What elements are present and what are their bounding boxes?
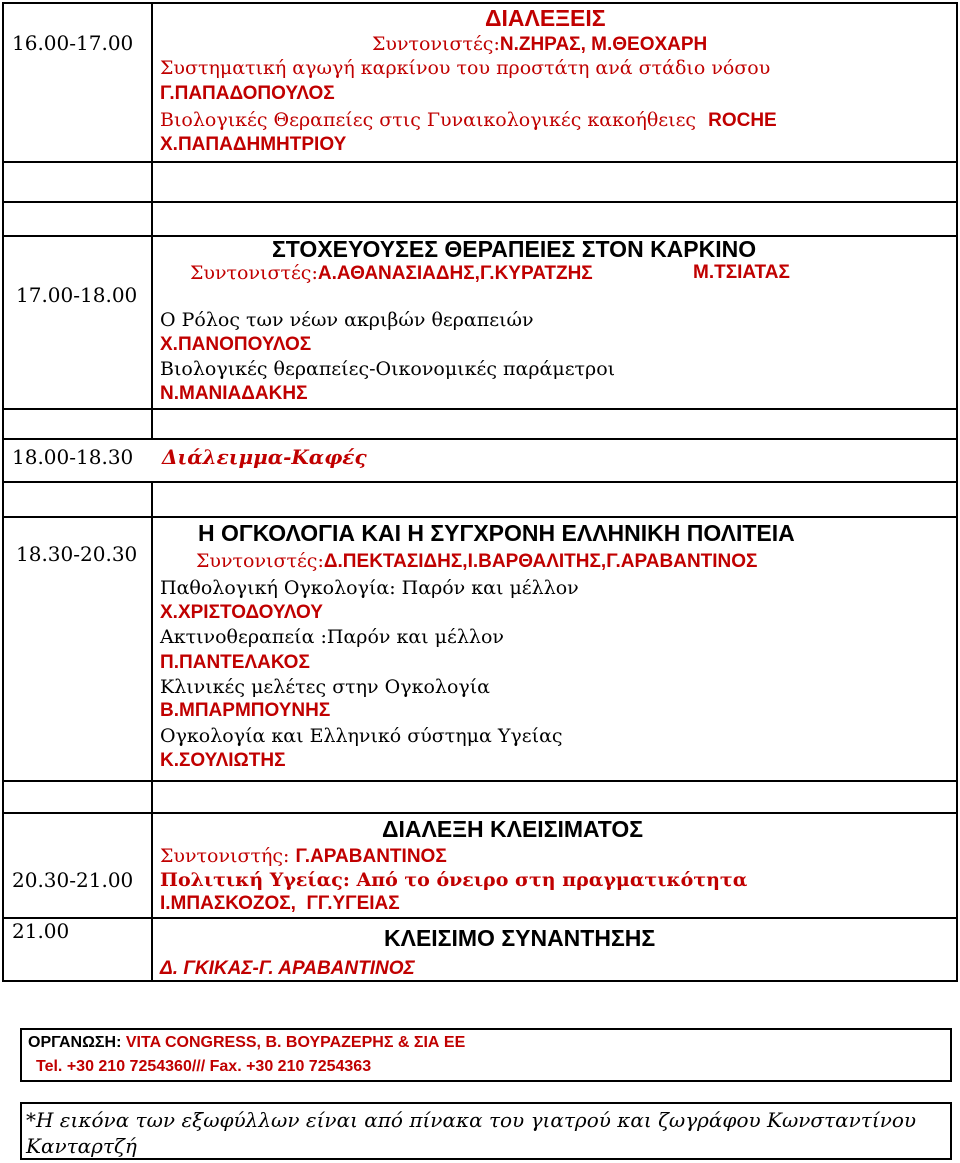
session1-coordinators [372,34,707,56]
session3-talk3-title: Κλινικές μελέτες στην Ογκολογία [160,676,491,698]
row-divider [4,201,956,203]
session1-talk2-sponsor: ROCHE [708,110,777,131]
session1-coordinators-names: Ν.ΖΗΡΑΣ, Μ.ΘΕΟΧΑΡΗ [499,34,708,55]
session2-coordinators-label: Συντονιστές: [190,262,318,284]
column-divider [151,481,153,917]
session3-title: Η ΟΓΚΟΛΟΓΙΑ ΚΑΙ Η ΣΥΓΧΡΟΝΗ ΕΛΛΗΝΙΚΗ ΠΟΛΙΤΕΙΑ [198,520,795,546]
session1-coordinators-label: Συντονιστές: [372,33,500,55]
session4-coordinator [160,846,447,868]
session3-coordinators-label: Συντονιστές: [196,550,324,572]
session1-talk2-speaker: Χ.ΠΑΠΑΔΗΜΗΤΡΙΟΥ [160,134,347,155]
closing-time: 21.00 [12,919,70,943]
session1-talk2-title: Βιολογικές Θεραπείες στις Γυναικολογικές κακοήθειες [160,109,697,131]
row-divider [4,812,956,814]
session3-time: 18.30-20.30 [16,542,138,566]
organization-name: VITA CONGRESS, Β. ΒΟΥΡΑΖΕΡΗΣ & ΣΙΑ ΕΕ [125,1034,466,1051]
session3-talk4-speaker: Κ.ΣΟΥΛΙΩΤΗΣ [160,750,286,771]
session4-title: ΔΙΑΛΕΞΗ ΚΛΕΙΣΙΜΑΤΟΣ [382,816,644,842]
row-divider [4,780,956,782]
session2-talk1-speaker: Χ.ΠΑΝΟΠΟΥΛΟΣ [160,334,312,355]
note-line1: *Η εικόνα των εξωφύλλων είναι από πίνακα του γιατρού και ζωγράφου Κωνσταντίνου [26,1108,917,1132]
session3-talk2-speaker: Π.ΠΑΝΤΕΛΑΚΟΣ [160,652,310,673]
note-box [20,1102,952,1160]
row-divider [4,516,956,518]
session2-coordinators [190,263,593,285]
session3-talk1-speaker: Χ.ΧΡΙΣΤΟΔΟΥΛΟΥ [160,602,323,623]
row-divider [4,408,956,410]
session3-coordinators-names: Δ.ΠΕΚΤΑΣΙΔΗΣ,Ι.ΒΑΡΘΑΛΙΤΗΣ,Γ.ΑΡΑΒΑΝΤΙΝΟΣ [323,551,758,572]
session1-talk1-title: Συστηματική αγωγή καρκίνου του προστάτη ανά στάδιο νόσου [160,57,771,79]
row-divider [4,161,956,163]
column-divider [151,917,153,982]
session2-coordinators-names: Α.ΑΘΑΝΑΣΙΑΔΗΣ,Γ.ΚΥΡΑΤΖΗΣ [317,263,593,284]
organization-box [20,1028,952,1082]
session2-talk2-speaker: Ν.ΜΑΝΙΑΔΑΚΗΣ [160,383,308,404]
break-time: 18.00-18.30 [12,445,134,469]
session3-talk2-title: Ακτινοθεραπεία :Παρόν και μέλλον [160,626,504,648]
break-label: Διάλειμμα-Καφές [162,445,367,469]
session1-time: 16.00-17.00 [12,31,134,55]
session2-coordinator-extra: Μ.ΤΣΙΑΤΑΣ [693,262,790,283]
session4-coordinator-name: Γ.ΑΡΑΒΑΝΤΙΝΟΣ [295,846,447,867]
session3-talk1-title: Παθολογική Ογκολογία: Παρόν και μέλλον [160,577,579,599]
session4-coordinator-label: Συντονιστής: [160,845,290,867]
session2-talk2-title: Βιολογικές θεραπείες-Οικονομικές παράμετροι [160,358,616,380]
session1-talk1-speaker: Γ.ΠΑΠΑΔΟΠΟΥΛΟΣ [160,83,335,104]
organization-line [28,1034,465,1052]
row-divider [4,481,956,483]
row-divider [4,438,956,440]
session3-talk3-speaker: Β.ΜΠΑΡΜΠΟΥΝΗΣ [160,700,331,721]
session2-talk1-title: Ο Ρόλος των νέων ακριβών θεραπειών [160,309,534,331]
session1-talk2 [160,110,777,132]
session2-title: ΣΤΟΧΕΥΟΥΣΕΣ ΘΕΡΑΠΕΙΕΣ ΣΤΟΝ ΚΑΡΚΙΝΟ [272,236,757,262]
organization-contact: Tel. +30 210 7254360/// Fax. +30 210 7254363 [36,1058,372,1075]
session3-coordinators [196,551,757,573]
session3-talk4-title: Ογκολογία και Ελληνικό σύστημα Υγείας [160,725,563,747]
closing-title: ΚΛΕΙΣΙΜΟ ΣΥΝΑΝΤΗΣΗΣ [384,925,656,951]
closing-speakers: Δ. ΓΚΙΚΑΣ-Γ. ΑΡΑΒΑΝΤΙΝΟΣ [160,958,415,979]
session1-title: ΔΙΑΛΕΞΕΙΣ [485,5,606,31]
session4-talk-title: Πολιτική Υγείας: Από το όνειρο στη πραγματικότητα [160,869,748,891]
note-line2: Κανταρτζή [26,1134,137,1158]
session4-time: 20.30-21.00 [12,868,134,892]
session4-speakers: Ι.ΜΠΑΣΚΟΖΟΣ, ΓΓ.ΥΓΕΙΑΣ [160,893,400,914]
organization-label: ΟΡΓΑΝΩΣΗ: [28,1034,122,1051]
session2-time: 17.00-18.00 [16,283,138,307]
column-divider [151,4,153,438]
row-divider [4,917,956,919]
